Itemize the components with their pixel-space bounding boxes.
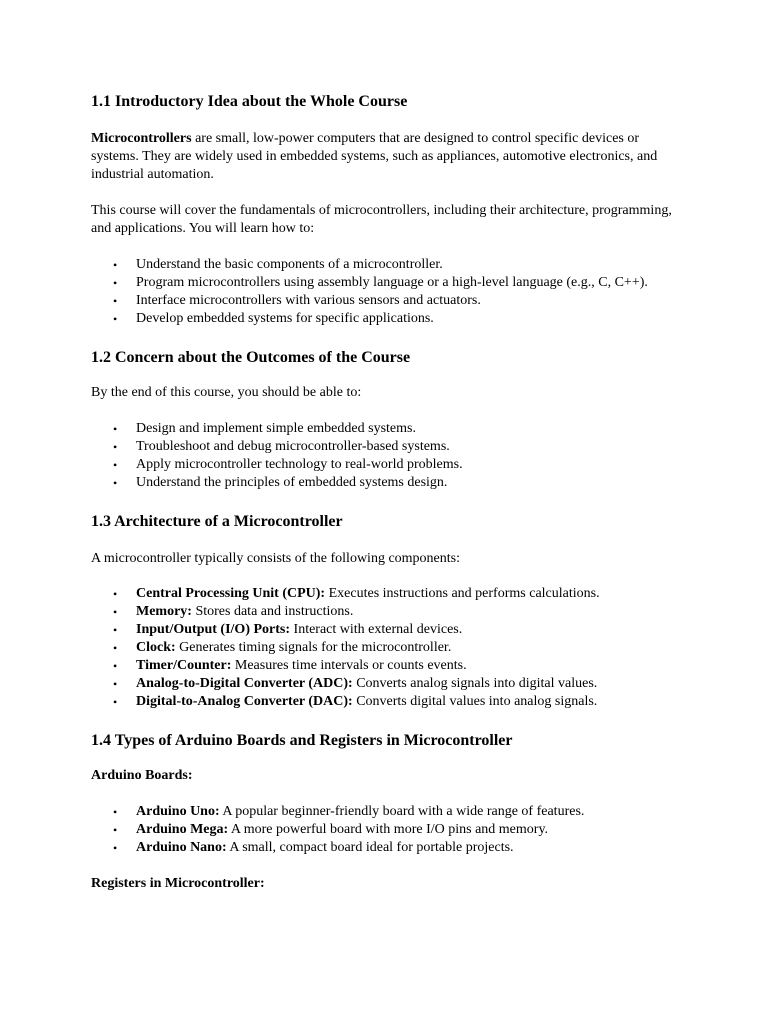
list-item-term: Timer/Counter: xyxy=(136,658,232,673)
bullet-icon: • xyxy=(113,823,118,837)
list-item xyxy=(113,621,681,639)
bullet-icon: • xyxy=(113,587,118,601)
bullet-icon: • xyxy=(113,258,118,272)
list-item-text: Converts analog signals into digital values. xyxy=(352,676,598,691)
list-item xyxy=(113,274,681,292)
subheading-text: Arduino Boards: xyxy=(91,768,193,783)
list-item xyxy=(113,603,681,621)
bullet-icon: • xyxy=(113,476,118,490)
list-item-term: Arduino Nano: xyxy=(136,840,227,855)
list-item xyxy=(113,310,681,328)
section-heading-1-2: 1.2 Concern about the Outcomes of the Course xyxy=(91,349,411,366)
list-item xyxy=(113,420,681,438)
paragraph-microcontrollers-intro xyxy=(91,130,681,184)
list-item xyxy=(113,438,681,456)
list-item-text: Design and implement simple embedded systems. xyxy=(136,421,416,436)
list-item-text: A popular beginner-friendly board with a wide range of features. xyxy=(219,804,585,819)
list-item xyxy=(113,839,681,857)
outcomes-list xyxy=(91,420,681,492)
paragraph-components-intro: A microcontroller typically consists of the following components: xyxy=(91,551,460,566)
list-item xyxy=(113,639,681,657)
bullet-icon: • xyxy=(113,841,118,855)
list-item-text: Understand the basic components of a microcontroller. xyxy=(136,257,443,272)
bullet-icon: • xyxy=(113,294,118,308)
list-item xyxy=(113,474,681,492)
list-item-text: Stores data and instructions. xyxy=(191,604,354,619)
list-item-term: Arduino Uno: xyxy=(136,804,220,819)
list-item-text: Troubleshoot and debug microcontroller-based systems. xyxy=(136,439,450,454)
list-item xyxy=(113,693,681,711)
list-item-text: Apply microcontroller technology to real-world problems. xyxy=(136,457,463,472)
bullet-icon: • xyxy=(113,422,118,436)
subheading-arduino-boards xyxy=(91,767,681,785)
list-item xyxy=(113,675,681,693)
bullet-icon: • xyxy=(113,458,118,472)
bullet-icon: • xyxy=(113,312,118,326)
bullet-icon: • xyxy=(113,623,118,637)
list-item-text: Understand the principles of embedded systems design. xyxy=(136,475,448,490)
list-item-term: Digital-to-Analog Converter (DAC): xyxy=(136,694,353,709)
list-item xyxy=(113,803,681,821)
list-item xyxy=(113,456,681,474)
list-item xyxy=(113,821,681,839)
list-item-text: Interface microcontrollers with various sensors and actuators. xyxy=(136,293,481,308)
list-item-text: Converts digital values into analog signals. xyxy=(352,694,598,709)
list-item xyxy=(113,657,681,675)
document-page xyxy=(91,90,681,893)
list-item-term: Central Processing Unit (CPU): xyxy=(136,586,326,601)
subheading-text: Registers in Microcontroller: xyxy=(91,876,265,891)
paragraph-course-coverage: This course will cover the fundamentals of microcontrollers, including their architecture, programming, and applications. You will learn how to: xyxy=(91,203,672,236)
list-item-term: Memory: xyxy=(136,604,192,619)
list-item-text: Measures time intervals or counts events. xyxy=(231,658,467,673)
list-item-text: Interact with external devices. xyxy=(290,622,463,637)
bullet-icon: • xyxy=(113,276,118,290)
list-item-term: Clock: xyxy=(136,640,176,655)
section-heading-1-3: 1.3 Architecture of a Microcontroller xyxy=(91,513,343,530)
section-heading-1-4: 1.4 Types of Arduino Boards and Registers in Microcontroller xyxy=(91,732,513,749)
bullet-icon: • xyxy=(113,440,118,454)
components-list xyxy=(91,585,681,711)
paragraph-outcomes-intro: By the end of this course, you should be able to: xyxy=(91,385,362,400)
bullet-icon: • xyxy=(113,805,118,819)
arduino-boards-list xyxy=(91,803,681,857)
bullet-icon: • xyxy=(113,677,118,691)
list-item xyxy=(113,292,681,310)
bullet-icon: • xyxy=(113,605,118,619)
bullet-icon: • xyxy=(113,641,118,655)
list-item xyxy=(113,256,681,274)
list-item-text: Executes instructions and performs calculations. xyxy=(325,586,600,601)
list-item-text: Program microcontrollers using assembly language or a high-level language (e.g., C, C++). xyxy=(136,275,648,290)
learning-list xyxy=(91,256,681,328)
list-item xyxy=(113,585,681,603)
term-microcontrollers: Microcontrollers xyxy=(91,131,192,146)
list-item-text: Develop embedded systems for specific applications. xyxy=(136,311,434,326)
bullet-icon: • xyxy=(113,659,118,673)
list-item-term: Arduino Mega: xyxy=(136,822,229,837)
subheading-registers xyxy=(91,875,681,893)
list-item-term: Input/Output (I/O) Ports: xyxy=(136,622,291,637)
list-item-text: A more powerful board with more I/O pins and memory. xyxy=(228,822,549,837)
section-heading-1-1: 1.1 Introductory Idea about the Whole Course xyxy=(91,93,408,110)
list-item-text: Generates timing signals for the microcontroller. xyxy=(175,640,452,655)
paragraph-text: are small, low-power computers that are designed to control specific devices or systems. They are widely used in embedded systems, such as appliances, automotive electronics, and industrial automation. xyxy=(91,131,658,182)
list-item-text: A small, compact board ideal for portable projects. xyxy=(226,840,514,855)
bullet-icon: • xyxy=(113,695,118,709)
list-item-term: Analog-to-Digital Converter (ADC): xyxy=(136,676,353,691)
